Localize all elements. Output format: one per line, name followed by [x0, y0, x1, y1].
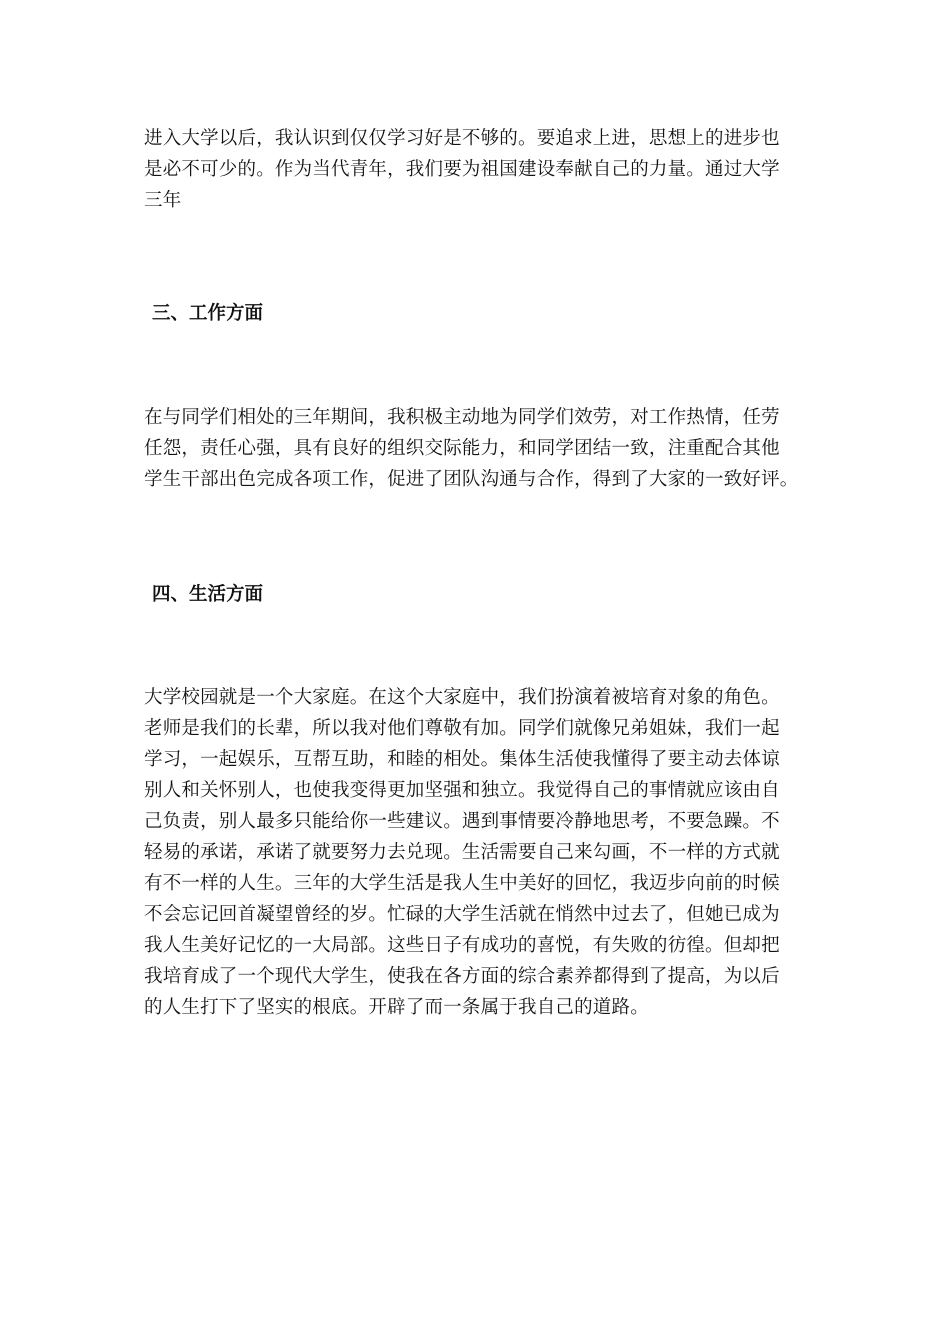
- paragraph-line: 我培育成了一个现代大学生，使我在各方面的综合素养都得到了提高，为以后: [144, 966, 780, 987]
- paragraph-line: 有不一样的人生。三年的大学生活是我人生中美好的回忆，我迈步向前的时候: [144, 873, 780, 894]
- paragraph-line: 三年: [144, 190, 182, 211]
- paragraph-line: 不会忘记回首凝望曾经的岁。忙碌的大学生活就在悄然中过去了，但她已成为: [144, 904, 780, 925]
- section-heading-life: 四、生活方面: [152, 584, 264, 605]
- paragraph-line: 老师是我们的长辈，所以我对他们尊敬有加。同学们就像兄弟姐妹，我们一起: [144, 718, 780, 739]
- paragraph-thought-progress: [144, 123, 808, 216]
- paragraph-line: 轻易的承诺，承诺了就要努力去兑现。生活需要自己来勾画，不一样的方式就: [144, 842, 780, 863]
- paragraph-line: 己负责，别人最多只能给你一些建议。遇到事情要冷静地思考，不要急躁。不: [144, 811, 780, 832]
- paragraph-line: 任怨，责任心强，具有良好的组织交际能力，和同学团结一致，注重配合其他: [144, 438, 780, 459]
- paragraph-line: 在与同学们相处的三年期间，我积极主动地为同学们效劳，对工作热情，任劳: [144, 407, 780, 428]
- paragraph-work: [144, 402, 808, 495]
- paragraph-line: 别人和关怀别人，也使我变得更加坚强和独立。我觉得自己的事情就应该由自: [144, 780, 780, 801]
- paragraph-line: 学生干部出色完成各项工作，促进了团队沟通与合作，得到了大家的一致好评。: [144, 469, 799, 490]
- paragraph-line: 的人生打下了坚实的根底。开辟了而一条属于我自己的道路。: [144, 997, 649, 1018]
- paragraph-line: 进入大学以后，我认识到仅仅学习好是不够的。要追求上进，思想上的进步也: [144, 128, 780, 149]
- paragraph-line: 我人生美好记忆的一大局部。这些日子有成功的喜悦，有失败的彷徨。但却把: [144, 935, 780, 956]
- section-heading-work: 三、工作方面: [152, 303, 264, 324]
- paragraph-line: 是必不可少的。作为当代青年，我们要为祖国建设奉献自己的力量。通过大学: [144, 159, 780, 180]
- paragraph-line: 大学校园就是一个大家庭。在这个大家庭中，我们扮演着被培育对象的角色。: [144, 687, 780, 708]
- paragraph-line: 学习，一起娱乐，互帮互助，和睦的相处。集体生活使我懂得了要主动去体谅: [144, 749, 780, 770]
- paragraph-life: [144, 682, 808, 1023]
